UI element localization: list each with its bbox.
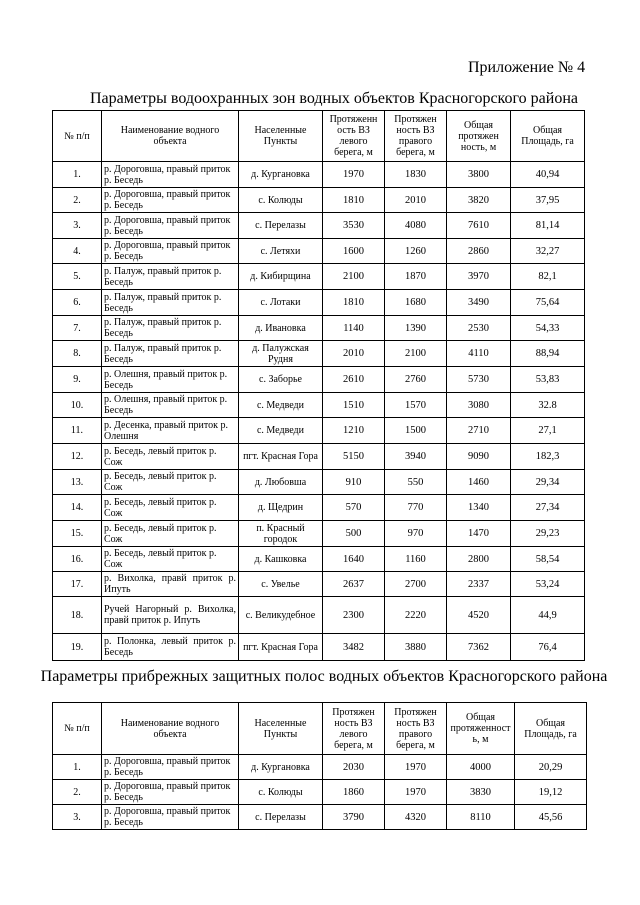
col-settlement-header: Населенные Пункты (239, 111, 323, 162)
table-row (53, 162, 585, 188)
right-bank-length: 970 (385, 521, 447, 547)
left-bank-length: 5150 (323, 444, 385, 470)
right-bank-length: 1160 (385, 547, 447, 572)
left-bank-length: 2610 (323, 367, 385, 393)
settlement: д. Щедрин (239, 495, 323, 521)
left-bank-length: 910 (323, 470, 385, 495)
table-row (53, 316, 585, 341)
right-bank-length: 1500 (385, 418, 447, 444)
total-length: 7610 (447, 213, 511, 239)
row-number: 2. (53, 780, 102, 805)
row-number: 14. (53, 495, 102, 521)
right-bank-length: 3940 (385, 444, 447, 470)
total-area: 37,95 (511, 188, 585, 213)
col-left-bank-header: Протяженн ость ВЗ левого берега, м (323, 111, 385, 162)
water-body-name: р. Вихолка, правй приток р. Ипуть (102, 572, 239, 597)
left-bank-length: 2030 (323, 755, 385, 780)
right-bank-length: 550 (385, 470, 447, 495)
settlement: с. Великудебное (239, 597, 323, 634)
total-area: 54,33 (511, 316, 585, 341)
total-area: 81,14 (511, 213, 585, 239)
coastal-protection-strips-table (52, 702, 587, 830)
table2-body (53, 755, 587, 830)
right-bank-length: 2010 (385, 188, 447, 213)
settlement: д. Кургановка (239, 162, 323, 188)
row-number: 8. (53, 341, 102, 367)
settlement: д. Кашковка (239, 547, 323, 572)
table-row (53, 755, 587, 780)
col-settlement-header: Населенные Пункты (239, 703, 323, 755)
col-total-length-header: Общая протяженност ь, м (447, 703, 515, 755)
total-area: 58,54 (511, 547, 585, 572)
total-length: 3830 (447, 780, 515, 805)
water-body-name: р. Десенка, правый приток р. Олешня (102, 418, 239, 444)
table-row (53, 597, 585, 634)
row-number: 6. (53, 290, 102, 316)
table1-title: Параметры водоохранных зон водных объектов Красногорского района (89, 90, 579, 107)
row-number: 5. (53, 264, 102, 290)
settlement: пгт. Красная Гора (239, 634, 323, 661)
total-length: 1470 (447, 521, 511, 547)
row-number: 3. (53, 213, 102, 239)
right-bank-length: 770 (385, 495, 447, 521)
settlement: д. Ивановка (239, 316, 323, 341)
left-bank-length: 3482 (323, 634, 385, 661)
water-body-name: р. Палуж, правый приток р. Беседь (102, 341, 239, 367)
right-bank-length: 2760 (385, 367, 447, 393)
total-area: 40,94 (511, 162, 585, 188)
table-row (53, 572, 585, 597)
total-area: 82,1 (511, 264, 585, 290)
row-number: 12. (53, 444, 102, 470)
water-body-name: р. Беседь, левый приток р. Сож (102, 444, 239, 470)
row-number: 2. (53, 188, 102, 213)
col-number-header: № п/п (53, 703, 102, 755)
row-number: 1. (53, 162, 102, 188)
water-body-name: Ручей Нагорный р. Вихолка, правй приток р. Ипуть (102, 597, 239, 634)
water-body-name: р. Полонка, левый приток р. Беседь (102, 634, 239, 661)
water-body-name: р. Дороговша, правый приток р. Беседь (102, 162, 239, 188)
col-number-header: № п/п (53, 111, 102, 162)
water-body-name: р. Дороговша, правый приток р. Беседь (102, 188, 239, 213)
total-area: 53,83 (511, 367, 585, 393)
settlement: с. Медведи (239, 418, 323, 444)
table-row (53, 495, 585, 521)
right-bank-length: 1970 (385, 780, 447, 805)
left-bank-length: 2300 (323, 597, 385, 634)
col-name-header: Наименование водного объекта (102, 111, 239, 162)
right-bank-length: 1570 (385, 393, 447, 418)
row-number: 4. (53, 239, 102, 264)
right-bank-length: 2100 (385, 341, 447, 367)
table-row (53, 264, 585, 290)
right-bank-length: 3880 (385, 634, 447, 661)
table1-header-row (53, 111, 585, 162)
left-bank-length: 1970 (323, 162, 385, 188)
settlement: с. Перелазы (239, 805, 323, 830)
row-number: 15. (53, 521, 102, 547)
total-area: 20,29 (515, 755, 587, 780)
total-area: 182,3 (511, 444, 585, 470)
right-bank-length: 2700 (385, 572, 447, 597)
left-bank-length: 1140 (323, 316, 385, 341)
table2-title: Параметры прибрежных защитных полос водных объектов Красногорского района (40, 668, 608, 685)
right-bank-length: 2220 (385, 597, 447, 634)
left-bank-length: 1210 (323, 418, 385, 444)
right-bank-length: 1870 (385, 264, 447, 290)
table-row (53, 444, 585, 470)
settlement: д. Любовша (239, 470, 323, 495)
total-area: 88,94 (511, 341, 585, 367)
water-body-name: р. Палуж, правый приток р. Беседь (102, 264, 239, 290)
total-area: 53,24 (511, 572, 585, 597)
left-bank-length: 2100 (323, 264, 385, 290)
total-length: 1340 (447, 495, 511, 521)
total-length: 3080 (447, 393, 511, 418)
right-bank-length: 1680 (385, 290, 447, 316)
total-area: 44,9 (511, 597, 585, 634)
total-length: 4110 (447, 341, 511, 367)
total-area: 32,27 (511, 239, 585, 264)
settlement: д. Палужская Рудня (239, 341, 323, 367)
total-length: 3800 (447, 162, 511, 188)
water-body-name: р. Палуж, правый приток р. Беседь (102, 316, 239, 341)
left-bank-length: 1810 (323, 290, 385, 316)
left-bank-length: 1600 (323, 239, 385, 264)
total-length: 4520 (447, 597, 511, 634)
col-right-bank-header: Протяжен ность ВЗ правого берега, м (385, 111, 447, 162)
total-area: 19,12 (515, 780, 587, 805)
col-area-header: Общая Площадь, га (511, 111, 585, 162)
total-length: 2710 (447, 418, 511, 444)
settlement: с. Колюды (239, 780, 323, 805)
table-row (53, 634, 585, 661)
water-body-name: р. Палуж, правый приток р. Беседь (102, 290, 239, 316)
table-row (53, 805, 587, 830)
total-length: 4000 (447, 755, 515, 780)
total-length: 2530 (447, 316, 511, 341)
col-right-bank-header: Протяжен ность ВЗ правого берега, м (385, 703, 447, 755)
settlement: д. Кибирщина (239, 264, 323, 290)
right-bank-length: 1260 (385, 239, 447, 264)
total-area: 76,4 (511, 634, 585, 661)
total-length: 9090 (447, 444, 511, 470)
left-bank-length: 500 (323, 521, 385, 547)
total-area: 29,23 (511, 521, 585, 547)
table-row (53, 418, 585, 444)
total-length: 2860 (447, 239, 511, 264)
row-number: 10. (53, 393, 102, 418)
left-bank-length: 2637 (323, 572, 385, 597)
table-row (53, 367, 585, 393)
table-row (53, 547, 585, 572)
water-protection-zones-table (52, 110, 585, 661)
right-bank-length: 1830 (385, 162, 447, 188)
table-row (53, 521, 585, 547)
appendix-label: Приложение № 4 (468, 59, 586, 76)
water-body-name: р. Дороговша, правый приток р. Беседь (102, 239, 239, 264)
total-length: 8110 (447, 805, 515, 830)
total-length: 1460 (447, 470, 511, 495)
water-body-name: р. Дороговша, правый приток р. Беседь (102, 213, 239, 239)
water-body-name: р. Беседь, левый приток р. Сож (102, 547, 239, 572)
row-number: 13. (53, 470, 102, 495)
water-body-name: р. Дороговша, правый приток р. Беседь (102, 805, 239, 830)
table-row (53, 470, 585, 495)
row-number: 3. (53, 805, 102, 830)
settlement: с. Летяхи (239, 239, 323, 264)
row-number: 16. (53, 547, 102, 572)
table-row (53, 290, 585, 316)
water-body-name: р. Беседь, левый приток р. Сож (102, 521, 239, 547)
col-name-header: Наименование водного объекта (102, 703, 239, 755)
table1-body (53, 162, 585, 661)
settlement: с. Лотаки (239, 290, 323, 316)
settlement: с. Медведи (239, 393, 323, 418)
col-total-length-header: Общая протяжен ность, м (447, 111, 511, 162)
total-length: 3970 (447, 264, 511, 290)
table-row (53, 780, 587, 805)
total-area: 29,34 (511, 470, 585, 495)
table-row (53, 213, 585, 239)
table2-header-row (53, 703, 587, 755)
right-bank-length: 4080 (385, 213, 447, 239)
left-bank-length: 2010 (323, 341, 385, 367)
settlement: с. Перелазы (239, 213, 323, 239)
row-number: 1. (53, 755, 102, 780)
total-length: 5730 (447, 367, 511, 393)
water-body-name: р. Беседь, левый приток р. Сож (102, 495, 239, 521)
left-bank-length: 1640 (323, 547, 385, 572)
water-body-name: р. Олешня, правый приток р. Беседь (102, 393, 239, 418)
row-number: 17. (53, 572, 102, 597)
settlement: д. Кургановка (239, 755, 323, 780)
total-area: 27,34 (511, 495, 585, 521)
row-number: 11. (53, 418, 102, 444)
row-number: 7. (53, 316, 102, 341)
left-bank-length: 570 (323, 495, 385, 521)
total-area: 75,64 (511, 290, 585, 316)
total-length: 7362 (447, 634, 511, 661)
left-bank-length: 3530 (323, 213, 385, 239)
right-bank-length: 1970 (385, 755, 447, 780)
left-bank-length: 1860 (323, 780, 385, 805)
table-row (53, 188, 585, 213)
left-bank-length: 3790 (323, 805, 385, 830)
total-length: 2800 (447, 547, 511, 572)
col-left-bank-header: Протяжен ность ВЗ левого берега, м (323, 703, 385, 755)
water-body-name: р. Беседь, левый приток р. Сож (102, 470, 239, 495)
settlement: с. Колюды (239, 188, 323, 213)
row-number: 9. (53, 367, 102, 393)
water-body-name: р. Дороговша, правый приток р. Беседь (102, 780, 239, 805)
settlement: пгт. Красная Гора (239, 444, 323, 470)
total-length: 2337 (447, 572, 511, 597)
total-area: 27,1 (511, 418, 585, 444)
row-number: 19. (53, 634, 102, 661)
total-length: 3490 (447, 290, 511, 316)
total-length: 3820 (447, 188, 511, 213)
settlement: п. Красный городок (239, 521, 323, 547)
left-bank-length: 1810 (323, 188, 385, 213)
water-body-name: р. Дороговша, правый приток р. Беседь (102, 755, 239, 780)
water-body-name: р. Олешня, правый приток р. Беседь (102, 367, 239, 393)
table-row (53, 239, 585, 264)
settlement: с. Увелье (239, 572, 323, 597)
left-bank-length: 1510 (323, 393, 385, 418)
table-row (53, 393, 585, 418)
right-bank-length: 4320 (385, 805, 447, 830)
total-area: 32.8 (511, 393, 585, 418)
total-area: 45,56 (515, 805, 587, 830)
settlement: с. Заборье (239, 367, 323, 393)
table-row (53, 341, 585, 367)
row-number: 18. (53, 597, 102, 634)
col-area-header: Общая Площадь, га (515, 703, 587, 755)
right-bank-length: 1390 (385, 316, 447, 341)
